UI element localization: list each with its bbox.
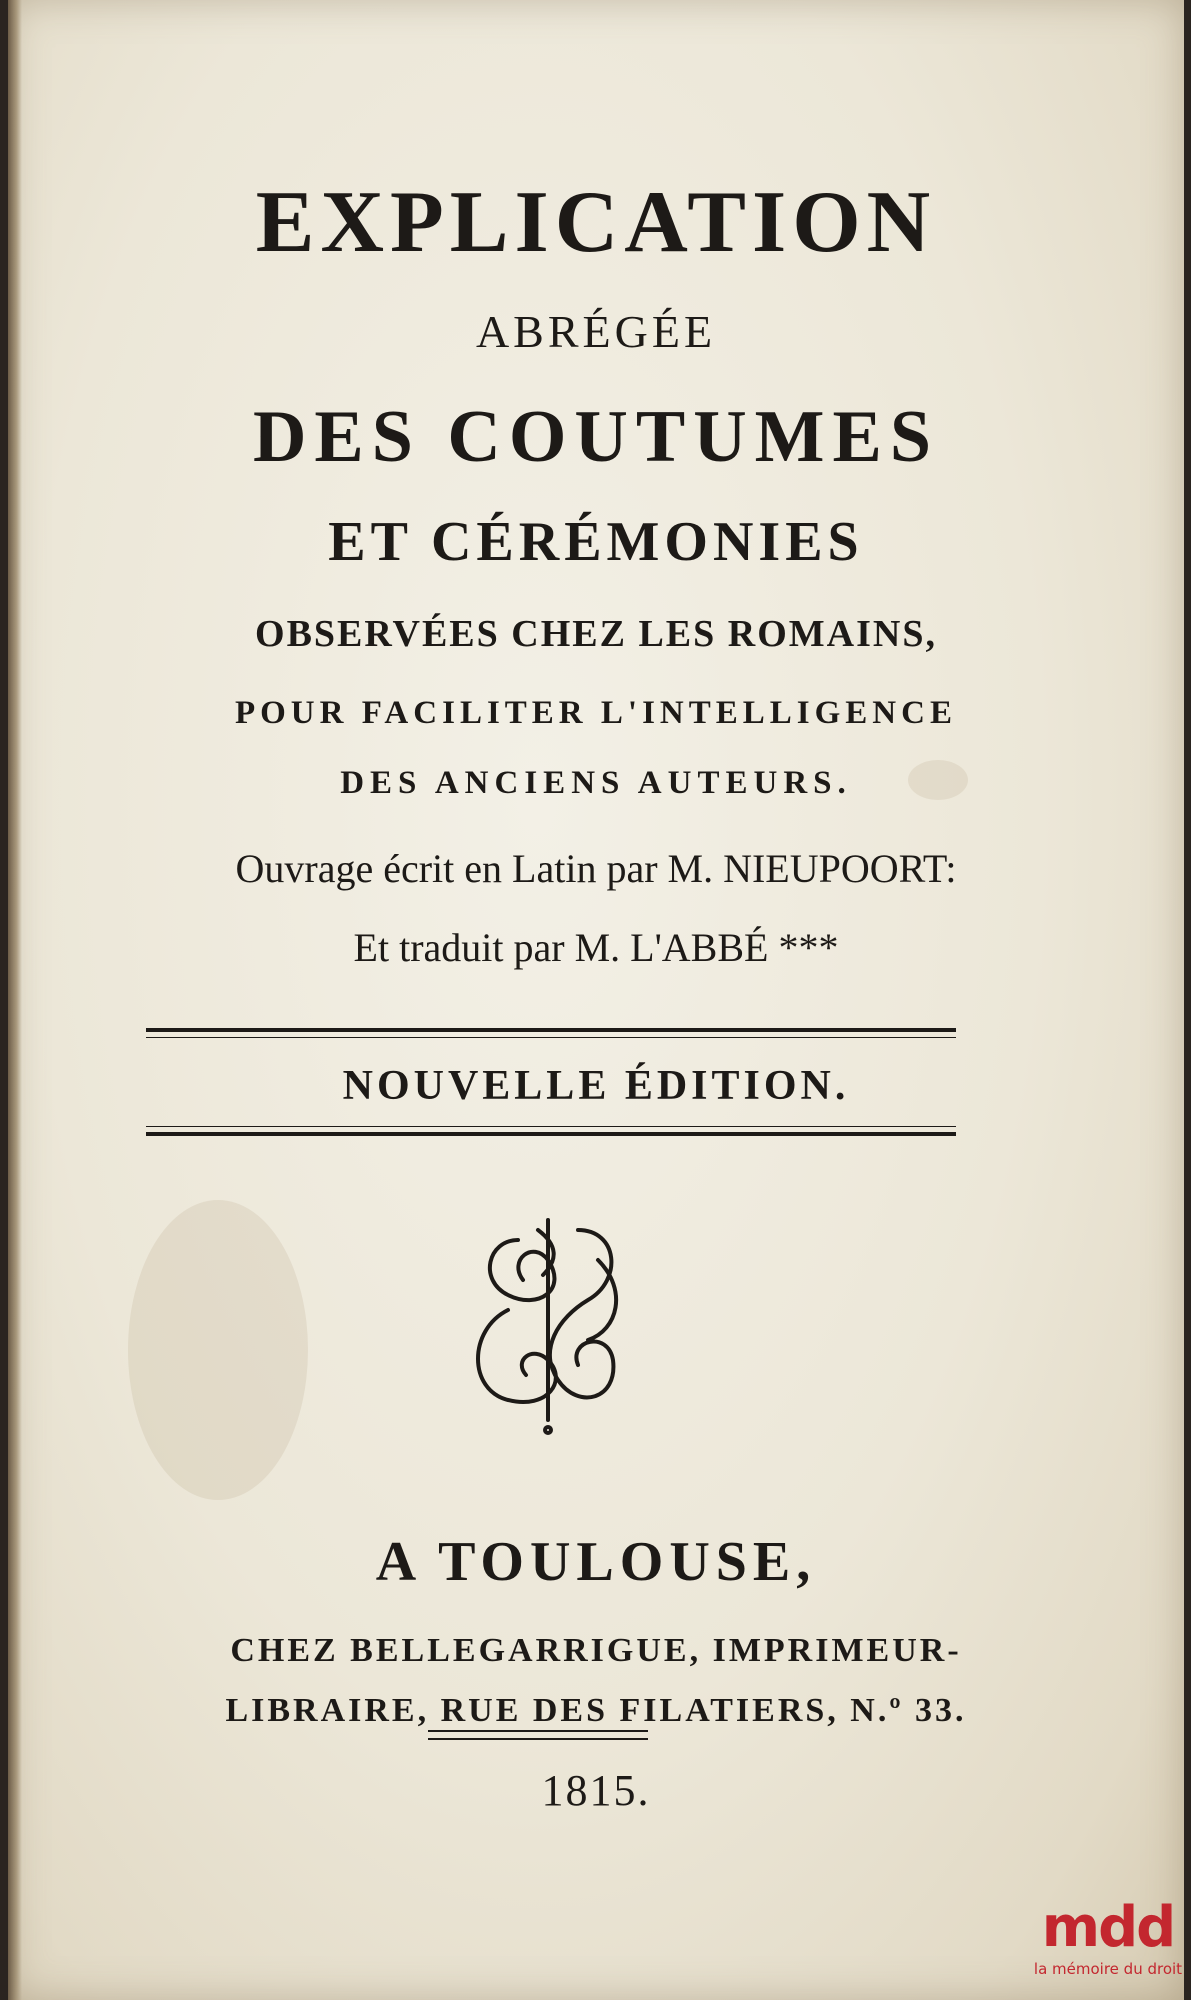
divider-rule — [146, 1132, 956, 1136]
divider-rule — [146, 1037, 956, 1038]
logo-subtitle: la mémoire du droit — [1033, 1960, 1183, 1978]
printer-monogram-icon — [448, 1200, 648, 1440]
mdd-logo — [1033, 1896, 1183, 1996]
divider-rule — [146, 1126, 956, 1127]
subtitle-line-faciliter: POUR FACILITER L'INTELLIGENCE — [234, 695, 957, 731]
divider-rule — [146, 1028, 956, 1032]
title-line-ceremonies: ET CÉRÉMONIES — [328, 511, 864, 573]
title-line-coutumes: DES COUTUMES — [252, 396, 940, 478]
translator-line: Et traduit par M. L'ABBÉ *** — [353, 925, 839, 970]
publisher-line: CHEZ BELLEGARRIGUE, IMPRIMEUR- — [230, 1632, 962, 1669]
divider-rule — [428, 1738, 648, 1740]
title-page — [8, 0, 1184, 2000]
title-line-abregee: ABRÉGÉE — [475, 306, 717, 357]
author-line: Ouvrage écrit en Latin par M. NIEUPOORT: — [235, 846, 957, 891]
publication-year: 1815. — [541, 1766, 651, 1815]
divider-rule — [428, 1730, 648, 1732]
subtitle-line-auteurs: DES ANCIENS AUTEURS. — [340, 765, 852, 801]
title-line-romains: OBSERVÉES CHEZ LES ROMAINS, — [255, 613, 937, 655]
logo-mark: mdd — [1041, 1895, 1175, 1960]
paper-stain — [128, 1200, 308, 1500]
edition-label: NOUVELLE ÉDITION. — [342, 1063, 850, 1109]
publisher-address: LIBRAIRE, RUE DES FILATIERS, N.º 33. — [225, 1692, 967, 1729]
publication-city: A TOULOUSE, — [375, 1531, 817, 1593]
book-title: EXPLICATION — [255, 174, 937, 271]
